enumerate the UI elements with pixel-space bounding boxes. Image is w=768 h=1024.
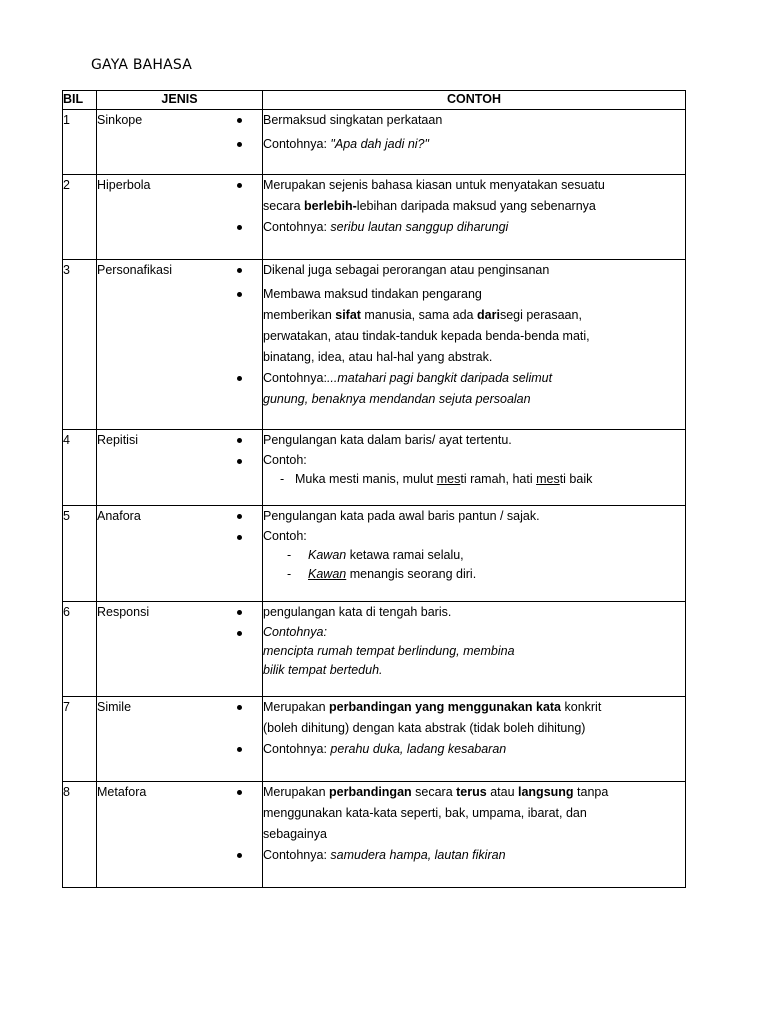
table-row — [63, 602, 686, 697]
table-row — [63, 506, 686, 602]
header-contoh: CONTOH — [263, 91, 686, 110]
bullet-item: Merupakan perbandingan secara terus atau langsung tanpa menggunakan kata-kata seperti, bak, umpama, ibarat, dan sebagainya — [263, 782, 685, 845]
row-jenis: Sinkope — [97, 110, 263, 175]
row-contoh — [263, 430, 686, 506]
row-contoh — [263, 175, 686, 260]
row-contoh — [263, 782, 686, 888]
bullet-item: pengulangan kata di tengah baris. — [263, 602, 685, 623]
bullet-item: Contohnya: "Apa dah jadi ni?" — [263, 134, 685, 155]
row-jenis: Simile — [97, 697, 263, 782]
table-header-row — [63, 91, 686, 110]
table-row — [63, 175, 686, 260]
bullet-item: Pengulangan kata dalam baris/ ayat tertentu. — [263, 430, 685, 451]
example-line: mencipta rumah tempat berlindung, membina — [263, 644, 515, 658]
table-row — [63, 782, 686, 888]
row-contoh — [263, 110, 686, 175]
bullet-item: Bermaksud singkatan perkataan — [263, 110, 685, 131]
row-jenis: Anafora — [97, 506, 263, 602]
header-jenis: JENIS — [97, 91, 263, 110]
row-number: 7 — [63, 697, 97, 782]
row-contoh — [263, 602, 686, 697]
bullet-item: Contohnya: — [263, 623, 685, 642]
bullet-item: Contohnya: perahu duka, ladang kesabaran — [263, 739, 685, 760]
row-jenis: Responsi — [97, 602, 263, 697]
row-number: 2 — [63, 175, 97, 260]
row-contoh — [263, 697, 686, 782]
row-jenis: Metafora — [97, 782, 263, 888]
gaya-bahasa-table — [62, 90, 686, 888]
bullet-item: Merupakan perbandingan yang menggunakan kata konkrit (boleh dihitung) dengan kata abstrak (tidak boleh dihitung) — [263, 697, 685, 739]
sub-item: - Kawan menangis seorang diri. — [287, 567, 477, 581]
row-jenis: Hiperbola — [97, 175, 263, 260]
bullet-item: Contohnya:...matahari pagi bangkit daripada selimut gunung, benaknya mendandan sejuta persoalan — [263, 368, 685, 410]
row-number: 3 — [63, 260, 97, 430]
example-line: bilik tempat berteduh. — [263, 663, 383, 677]
row-number: 6 — [63, 602, 97, 697]
table-row — [63, 430, 686, 506]
bullet-item: Contoh: — [263, 527, 685, 546]
row-number: 4 — [63, 430, 97, 506]
row-number: 1 — [63, 110, 97, 175]
row-contoh — [263, 506, 686, 602]
bullet-item: Pengulangan kata pada awal baris pantun / sajak. — [263, 506, 685, 527]
table-row — [63, 260, 686, 430]
bullet-item: Membawa maksud tindakan pengarang memberikan sifat manusia, sama ada darisegi perasaan, perwatakan, atau tindak-tanduk kepada benda-benda mati, binatang, idea, atau hal-hal yang abstrak. — [263, 284, 685, 368]
bullet-item: Contohnya: samudera hampa, lautan fikiran — [263, 845, 685, 866]
sub-item: - Muka mesti manis, mulut mesti ramah, hati mesti baik — [280, 472, 593, 486]
row-jenis: Personafikasi — [97, 260, 263, 430]
table-row — [63, 697, 686, 782]
table-row — [63, 110, 686, 175]
bullet-item: Contohnya: seribu lautan sanggup diharungi — [263, 217, 685, 238]
bullet-item: Merupakan sejenis bahasa kiasan untuk menyatakan sesuatu secara berlebih-lebihan daripada maksud yang sebenarnya — [263, 175, 685, 217]
document-title: GAYA BAHASA — [91, 57, 193, 73]
bullet-item: Contoh: — [263, 451, 685, 470]
row-jenis: Repitisi — [97, 430, 263, 506]
row-contoh — [263, 260, 686, 430]
sub-item: - Kawan ketawa ramai selalu, — [287, 548, 464, 562]
row-number: 8 — [63, 782, 97, 888]
bullet-item: Dikenal juga sebagai perorangan atau penginsanan — [263, 260, 685, 281]
row-number: 5 — [63, 506, 97, 602]
header-bil: BIL — [63, 91, 97, 110]
